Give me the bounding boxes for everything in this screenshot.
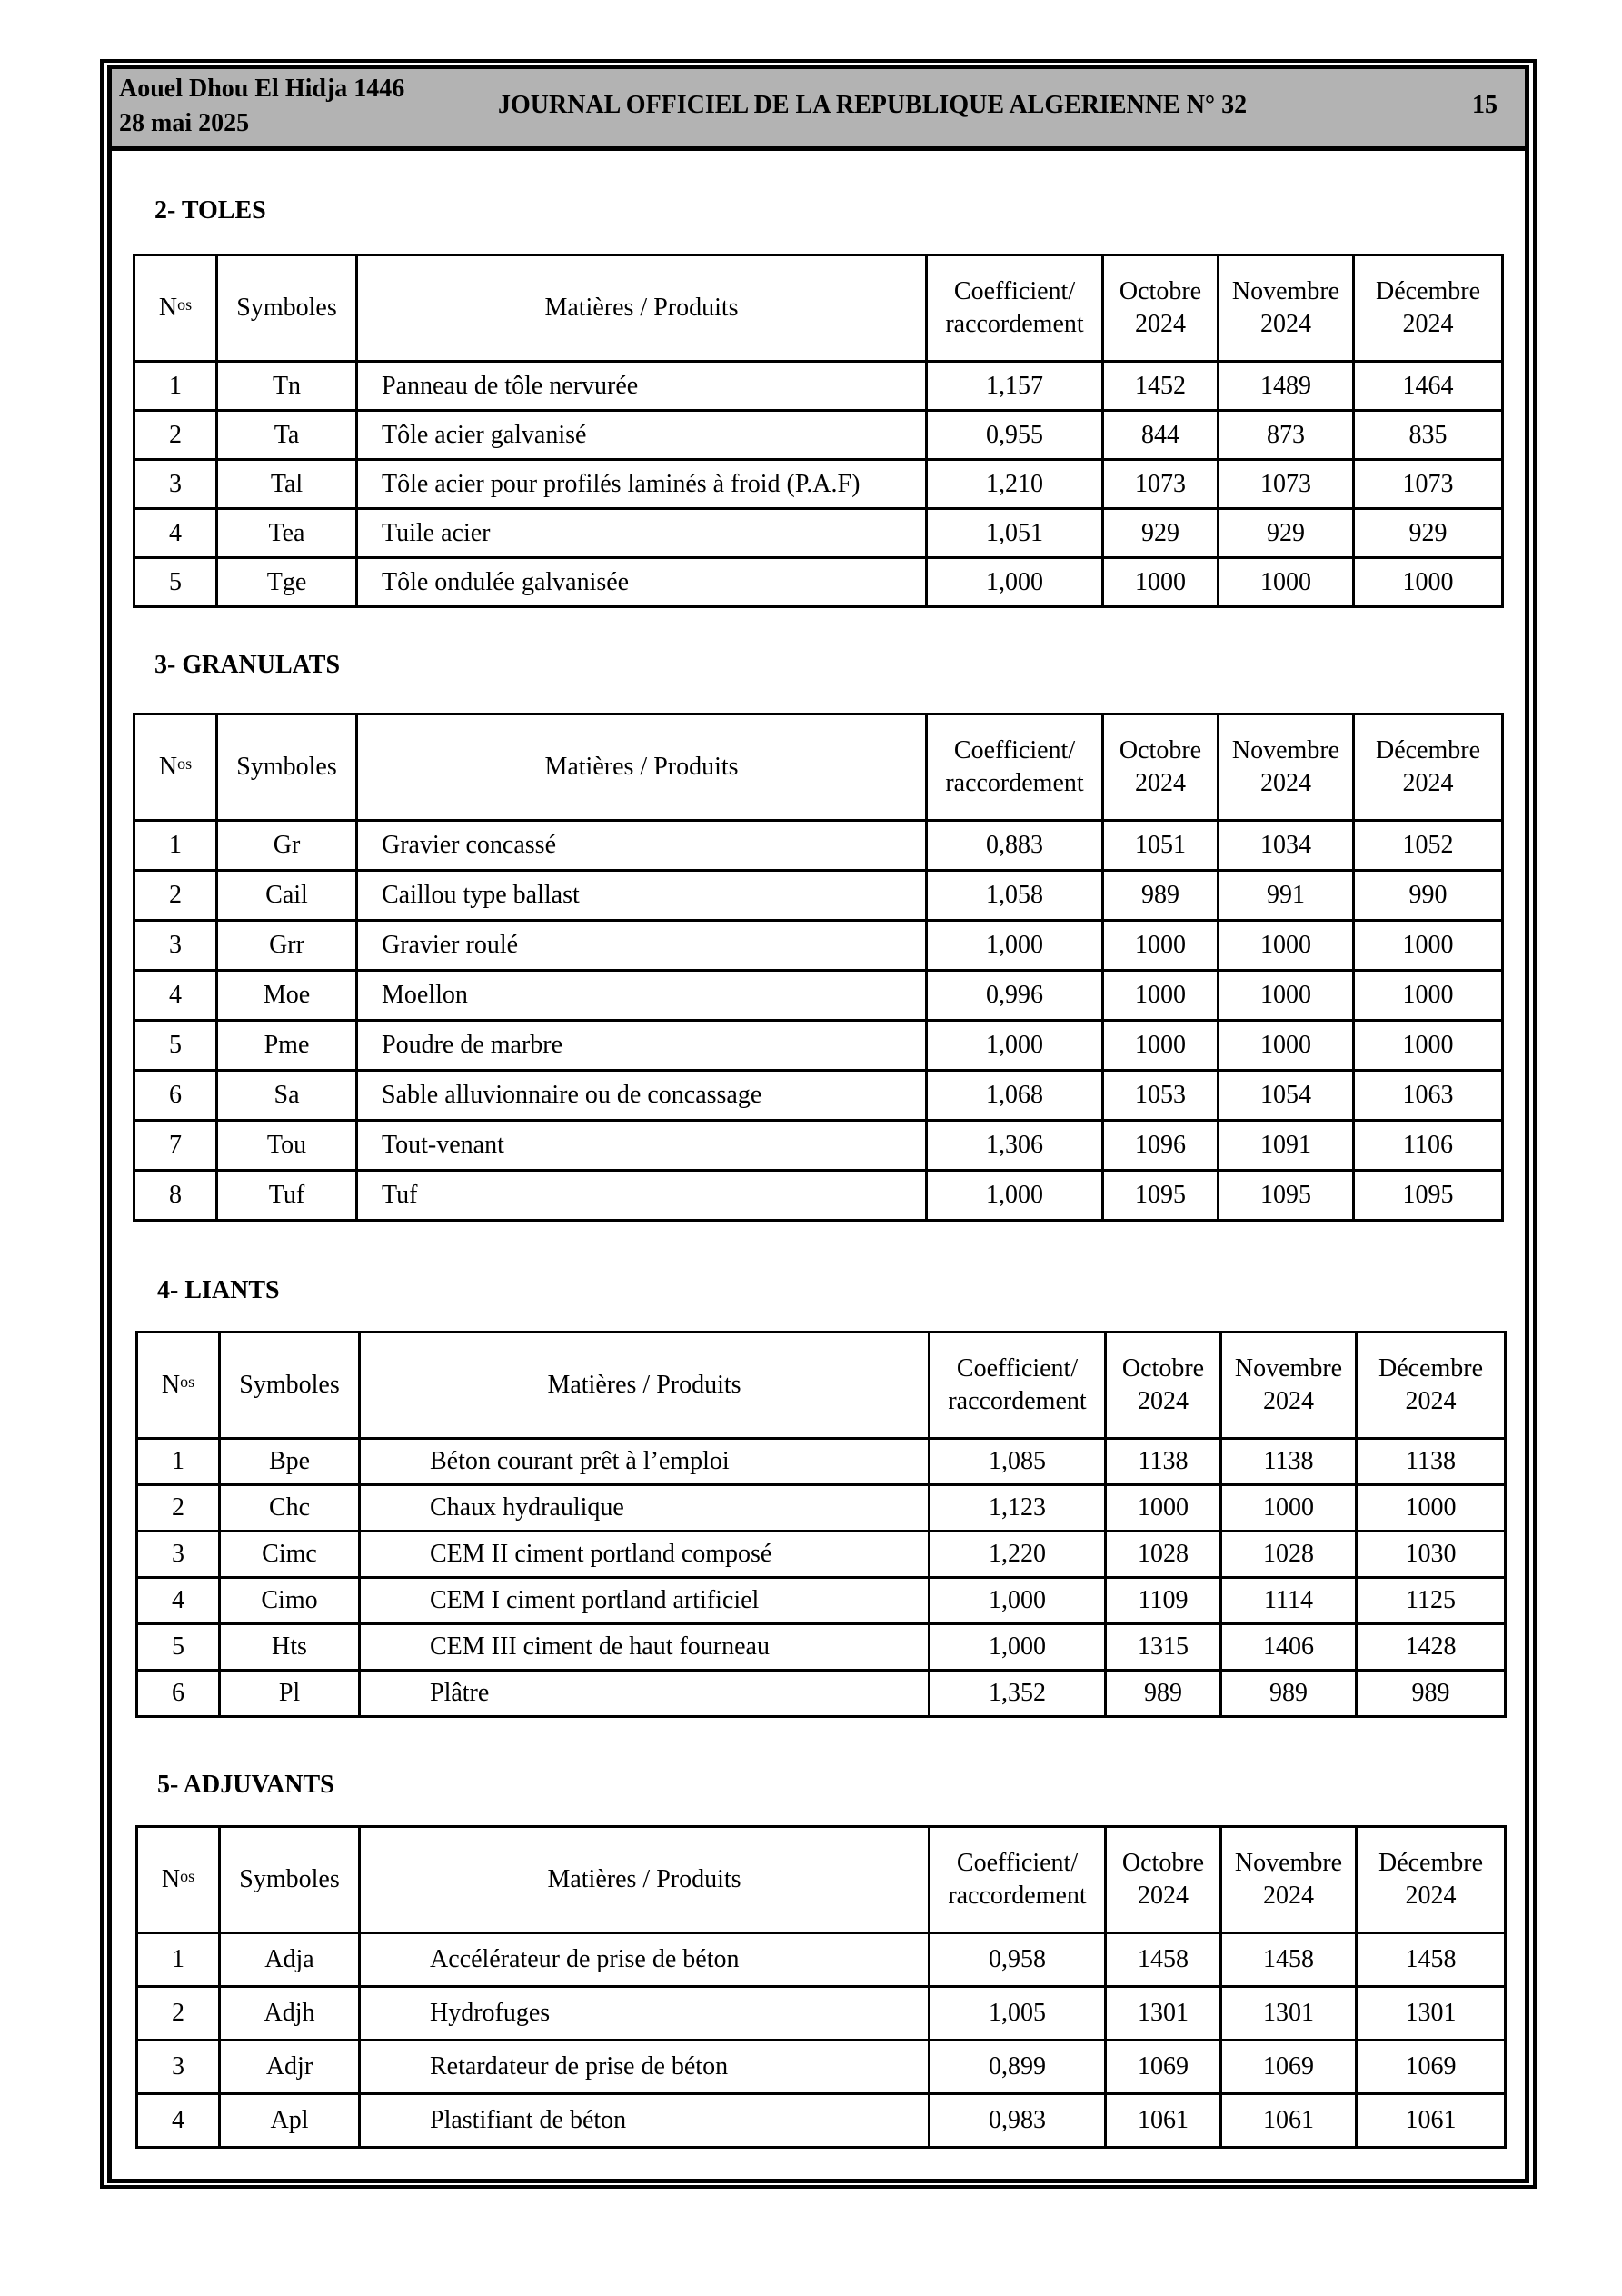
row-octobre-2024: 1138 [1106, 1439, 1221, 1485]
col-header-novembre [1221, 1827, 1357, 1933]
row-novembre-2024: 1054 [1219, 1071, 1354, 1121]
table-header-row [134, 255, 1503, 362]
row-product: Tuf [357, 1171, 927, 1221]
col-header-nov-month: Novembre [1231, 277, 1340, 305]
col-header-nos-label: N [161, 1865, 181, 1893]
row-coefficient: 1,000 [927, 1021, 1103, 1071]
row-decembre-2024: 1000 [1354, 921, 1503, 971]
row-product: Plâtre [360, 1671, 930, 1717]
row-octobre-2024: 1458 [1106, 1933, 1221, 1987]
col-header-nov-month: Novembre [1234, 1354, 1343, 1383]
col-header-coefficient [927, 255, 1103, 362]
col-header-nos-sup: os [177, 754, 193, 773]
row-symbol: Tou [217, 1121, 357, 1171]
col-header-coef-line2: raccordement [948, 1387, 1087, 1415]
col-header-coef-line1: Coefficient/ [956, 1354, 1079, 1383]
row-octobre-2024: 1000 [1106, 1485, 1221, 1532]
row-symbol: Cimo [220, 1578, 360, 1624]
col-header-nos-label: N [158, 294, 178, 322]
table-row [134, 411, 1503, 460]
row-decembre-2024: 1125 [1357, 1578, 1506, 1624]
row-product: CEM III ciment de haut fourneau [360, 1624, 930, 1671]
table-adjuvants [135, 1825, 1507, 2149]
row-decembre-2024: 1000 [1357, 1485, 1506, 1532]
row-decembre-2024: 1000 [1354, 971, 1503, 1021]
col-header-oct-year: 2024 [1135, 769, 1186, 797]
col-header-dec-year: 2024 [1402, 769, 1454, 797]
col-header-novembre [1221, 1333, 1357, 1439]
col-header-oct-year: 2024 [1135, 310, 1186, 338]
row-coefficient: 0,955 [927, 411, 1103, 460]
table-row [134, 921, 1503, 971]
header-page-number: 15 [1472, 91, 1498, 119]
row-decembre-2024: 989 [1357, 1671, 1506, 1717]
row-number: 5 [134, 1021, 217, 1071]
col-header-coef-line1: Coefficient/ [953, 736, 1076, 764]
row-symbol: Apl [220, 2094, 360, 2148]
col-header-nos-sup: os [177, 295, 193, 314]
section-title-liants: 4- LIANTS [157, 1276, 280, 1304]
table-row [137, 1439, 1506, 1485]
table-row [134, 1071, 1503, 1121]
table-row [134, 1121, 1503, 1171]
row-coefficient: 0,958 [930, 1933, 1106, 1987]
row-coefficient: 0,996 [927, 971, 1103, 1021]
row-decembre-2024: 1428 [1357, 1624, 1506, 1671]
col-header-dec-year: 2024 [1402, 310, 1454, 338]
row-symbol: Gr [217, 821, 357, 871]
row-decembre-2024: 835 [1354, 411, 1503, 460]
row-octobre-2024: 1028 [1106, 1532, 1221, 1578]
row-coefficient: 1,220 [930, 1532, 1106, 1578]
col-header-oct-year: 2024 [1138, 1387, 1189, 1415]
table-row [134, 1021, 1503, 1071]
col-header-nos-sup: os [180, 1373, 195, 1391]
row-novembre-2024: 1000 [1219, 558, 1354, 607]
col-header-nov-month: Novembre [1231, 736, 1340, 764]
row-product: Retardateur de prise de béton [360, 2041, 930, 2094]
row-octobre-2024: 1069 [1106, 2041, 1221, 2094]
row-symbol: Tuf [217, 1171, 357, 1221]
row-coefficient: 1,005 [930, 1987, 1106, 2041]
col-header-octobre [1103, 714, 1219, 821]
table-row [137, 1485, 1506, 1532]
col-header-coef-line2: raccordement [945, 310, 1084, 338]
col-header-coef-line1: Coefficient/ [953, 277, 1076, 305]
col-header-nov-year: 2024 [1263, 1387, 1314, 1415]
row-octobre-2024: 1301 [1106, 1987, 1221, 2041]
row-product: Caillou type ballast [357, 871, 927, 921]
col-header-coefficient [930, 1333, 1106, 1439]
row-product: Tuile acier [357, 509, 927, 558]
row-octobre-2024: 1000 [1103, 921, 1219, 971]
table-row [134, 971, 1503, 1021]
row-number: 2 [134, 871, 217, 921]
row-number: 8 [134, 1171, 217, 1221]
row-product: Tout-venant [357, 1121, 927, 1171]
row-novembre-2024: 989 [1221, 1671, 1357, 1717]
table-row [137, 2041, 1506, 2094]
col-header-decembre [1357, 1827, 1506, 1933]
table-row [137, 1671, 1506, 1717]
row-novembre-2024: 1073 [1219, 460, 1354, 509]
row-decembre-2024: 1301 [1357, 1987, 1506, 2041]
table-header-row [137, 1827, 1506, 1933]
row-decembre-2024: 1458 [1357, 1933, 1506, 1987]
row-coefficient: 0,883 [927, 821, 1103, 871]
row-number: 4 [137, 2094, 220, 2148]
col-header-coef-line1: Coefficient/ [956, 1849, 1079, 1877]
col-header-dec-month: Décembre [1375, 277, 1481, 305]
row-decembre-2024: 1073 [1354, 460, 1503, 509]
row-number: 7 [134, 1121, 217, 1171]
row-decembre-2024: 1069 [1357, 2041, 1506, 2094]
row-product: Tôle ondulée galvanisée [357, 558, 927, 607]
row-coefficient: 1,352 [930, 1671, 1106, 1717]
table-header-row [134, 714, 1503, 821]
col-header-novembre [1219, 255, 1354, 362]
row-octobre-2024: 1095 [1103, 1171, 1219, 1221]
table-row [134, 821, 1503, 871]
row-product: CEM I ciment portland artificiel [360, 1578, 930, 1624]
row-coefficient: 1,068 [927, 1071, 1103, 1121]
col-header-oct-month: Octobre [1121, 1849, 1205, 1877]
row-number: 2 [137, 1485, 220, 1532]
table-row [134, 509, 1503, 558]
row-product: Tôle acier galvanisé [357, 411, 927, 460]
col-header-nos [134, 714, 217, 821]
row-number: 2 [137, 1987, 220, 2041]
row-octobre-2024: 1053 [1103, 1071, 1219, 1121]
row-coefficient: 0,983 [930, 2094, 1106, 2148]
col-header-oct-year: 2024 [1138, 1882, 1189, 1910]
row-product: CEM II ciment portland composé [360, 1532, 930, 1578]
col-header-nov-year: 2024 [1260, 769, 1311, 797]
col-header-matieres: Matières / Produits [357, 255, 927, 362]
col-header-coefficient [927, 714, 1103, 821]
col-header-dec-year: 2024 [1405, 1882, 1457, 1910]
col-header-coefficient [930, 1827, 1106, 1933]
col-header-oct-month: Octobre [1121, 1354, 1205, 1383]
row-symbol: Tea [217, 509, 357, 558]
row-decembre-2024: 1095 [1354, 1171, 1503, 1221]
row-decembre-2024: 1061 [1357, 2094, 1506, 2148]
col-header-symboles: Symboles [220, 1333, 360, 1439]
row-octobre-2024: 844 [1103, 411, 1219, 460]
row-decembre-2024: 990 [1354, 871, 1503, 921]
col-header-octobre [1106, 1333, 1221, 1439]
row-octobre-2024: 1109 [1106, 1578, 1221, 1624]
col-header-nov-year: 2024 [1263, 1882, 1314, 1910]
col-header-nov-month: Novembre [1234, 1849, 1343, 1877]
row-decembre-2024: 929 [1354, 509, 1503, 558]
row-decembre-2024: 1052 [1354, 821, 1503, 871]
col-header-octobre [1106, 1827, 1221, 1933]
row-product: Panneau de tôle nervurée [357, 362, 927, 411]
row-decembre-2024: 1030 [1357, 1532, 1506, 1578]
row-coefficient: 1,000 [927, 921, 1103, 971]
journal-header [112, 69, 1525, 151]
col-header-coef-line2: raccordement [948, 1882, 1087, 1910]
row-symbol: Ta [217, 411, 357, 460]
row-symbol: Bpe [220, 1439, 360, 1485]
row-product: Tôle acier pour profilés laminés à froid (P.A.F) [357, 460, 927, 509]
table-toles [133, 254, 1504, 608]
row-number: 1 [137, 1439, 220, 1485]
row-symbol: Cail [217, 871, 357, 921]
row-novembre-2024: 873 [1219, 411, 1354, 460]
col-header-nos [137, 1333, 220, 1439]
row-novembre-2024: 1000 [1219, 971, 1354, 1021]
row-octobre-2024: 1315 [1106, 1624, 1221, 1671]
row-novembre-2024: 1114 [1221, 1578, 1357, 1624]
row-product: Gravier roulé [357, 921, 927, 971]
col-header-octobre [1103, 255, 1219, 362]
col-header-nos-label: N [161, 1371, 181, 1399]
col-header-oct-month: Octobre [1119, 736, 1202, 764]
row-product: Poudre de marbre [357, 1021, 927, 1071]
row-coefficient: 1,058 [927, 871, 1103, 921]
col-header-decembre [1357, 1333, 1506, 1439]
col-header-symboles: Symboles [220, 1827, 360, 1933]
row-novembre-2024: 991 [1219, 871, 1354, 921]
row-novembre-2024: 1301 [1221, 1987, 1357, 2041]
row-symbol: Sa [217, 1071, 357, 1121]
row-novembre-2024: 1138 [1221, 1439, 1357, 1485]
col-header-matieres: Matières / Produits [360, 1333, 930, 1439]
row-decembre-2024: 1000 [1354, 558, 1503, 607]
col-header-matieres: Matières / Produits [357, 714, 927, 821]
row-decembre-2024: 1464 [1354, 362, 1503, 411]
table-row [137, 2094, 1506, 2148]
row-number: 3 [137, 2041, 220, 2094]
section-title-granulats: 3- GRANULATS [154, 651, 341, 679]
row-decembre-2024: 1106 [1354, 1121, 1503, 1171]
row-novembre-2024: 1095 [1219, 1171, 1354, 1221]
row-novembre-2024: 1061 [1221, 2094, 1357, 2148]
table-row [134, 460, 1503, 509]
row-octobre-2024: 1452 [1103, 362, 1219, 411]
row-novembre-2024: 1034 [1219, 821, 1354, 871]
row-octobre-2024: 1000 [1103, 1021, 1219, 1071]
row-symbol: Tge [217, 558, 357, 607]
row-coefficient: 1,000 [927, 558, 1103, 607]
row-decembre-2024: 1063 [1354, 1071, 1503, 1121]
row-coefficient: 1,157 [927, 362, 1103, 411]
row-number: 1 [137, 1933, 220, 1987]
row-octobre-2024: 1000 [1103, 558, 1219, 607]
row-coefficient: 1,000 [930, 1578, 1106, 1624]
row-product: Chaux hydraulique [360, 1485, 930, 1532]
row-coefficient: 1,123 [930, 1485, 1106, 1532]
row-coefficient: 1,000 [930, 1624, 1106, 1671]
row-novembre-2024: 1406 [1221, 1624, 1357, 1671]
row-symbol: Grr [217, 921, 357, 971]
header-gregorian-date: 28 mai 2025 [119, 109, 250, 137]
table-liants [135, 1331, 1507, 1718]
col-header-symboles: Symboles [217, 255, 357, 362]
col-header-coef-line2: raccordement [945, 769, 1084, 797]
col-header-decembre [1354, 714, 1503, 821]
col-header-oct-month: Octobre [1119, 277, 1202, 305]
col-header-decembre [1354, 255, 1503, 362]
row-novembre-2024: 1000 [1219, 1021, 1354, 1071]
row-product: Sable alluvionnaire ou de concassage [357, 1071, 927, 1121]
col-header-dec-month: Décembre [1378, 1354, 1484, 1383]
row-number: 1 [134, 362, 217, 411]
table-row [137, 1624, 1506, 1671]
row-number: 3 [134, 921, 217, 971]
row-coefficient: 1,210 [927, 460, 1103, 509]
row-novembre-2024: 1091 [1219, 1121, 1354, 1171]
row-number: 3 [134, 460, 217, 509]
row-coefficient: 1,306 [927, 1121, 1103, 1171]
row-octobre-2024: 1000 [1103, 971, 1219, 1021]
col-header-dec-year: 2024 [1405, 1387, 1457, 1415]
row-number: 6 [137, 1671, 220, 1717]
col-header-nos-label: N [158, 753, 178, 781]
row-coefficient: 1,000 [927, 1171, 1103, 1221]
header-journal-title: JOURNAL OFFICIEL DE LA REPUBLIQUE ALGERIENNE N° 32 [498, 91, 1248, 119]
row-octobre-2024: 1051 [1103, 821, 1219, 871]
col-header-novembre [1219, 714, 1354, 821]
table-row [137, 1578, 1506, 1624]
table-row [134, 558, 1503, 607]
row-coefficient: 0,899 [930, 2041, 1106, 2094]
row-decembre-2024: 1000 [1354, 1021, 1503, 1071]
row-symbol: Chc [220, 1485, 360, 1532]
row-symbol: Cimc [220, 1532, 360, 1578]
row-product: Gravier concassé [357, 821, 927, 871]
row-coefficient: 1,085 [930, 1439, 1106, 1485]
row-number: 5 [134, 558, 217, 607]
table-row [134, 1171, 1503, 1221]
row-octobre-2024: 1061 [1106, 2094, 1221, 2148]
col-header-nov-year: 2024 [1260, 310, 1311, 338]
row-product: Béton courant prêt à l’emploi [360, 1439, 930, 1485]
col-header-matieres: Matières / Produits [360, 1827, 930, 1933]
row-symbol: Adjh [220, 1987, 360, 2041]
table-row [134, 362, 1503, 411]
section-title-adjuvants: 5- ADJUVANTS [157, 1771, 334, 1799]
row-novembre-2024: 929 [1219, 509, 1354, 558]
header-hijri-date: Aouel Dhou El Hidja 1446 [119, 75, 405, 103]
row-number: 6 [134, 1071, 217, 1121]
row-number: 4 [134, 509, 217, 558]
table-granulats [133, 713, 1504, 1222]
row-number: 1 [134, 821, 217, 871]
row-novembre-2024: 1000 [1221, 1485, 1357, 1532]
table-header-row [137, 1333, 1506, 1439]
col-header-dec-month: Décembre [1378, 1849, 1484, 1877]
row-octobre-2024: 929 [1103, 509, 1219, 558]
col-header-nos-sup: os [180, 1867, 195, 1885]
col-header-nos [134, 255, 217, 362]
row-symbol: Tn [217, 362, 357, 411]
row-symbol: Adja [220, 1933, 360, 1987]
row-number: 4 [137, 1578, 220, 1624]
table-row [137, 1933, 1506, 1987]
section-title-toles: 2- TOLES [154, 196, 266, 225]
row-product: Moellon [357, 971, 927, 1021]
row-octobre-2024: 989 [1106, 1671, 1221, 1717]
table-row [137, 1532, 1506, 1578]
row-octobre-2024: 1073 [1103, 460, 1219, 509]
row-number: 4 [134, 971, 217, 1021]
row-symbol: Pl [220, 1671, 360, 1717]
row-decembre-2024: 1138 [1357, 1439, 1506, 1485]
table-row [137, 1987, 1506, 2041]
row-symbol: Pme [217, 1021, 357, 1071]
row-symbol: Moe [217, 971, 357, 1021]
row-symbol: Adjr [220, 2041, 360, 2094]
col-header-nos [137, 1827, 220, 1933]
row-coefficient: 1,051 [927, 509, 1103, 558]
row-novembre-2024: 1069 [1221, 2041, 1357, 2094]
row-novembre-2024: 1458 [1221, 1933, 1357, 1987]
table-row [134, 871, 1503, 921]
row-novembre-2024: 1000 [1219, 921, 1354, 971]
row-symbol: Tal [217, 460, 357, 509]
row-number: 2 [134, 411, 217, 460]
row-product: Plastifiant de béton [360, 2094, 930, 2148]
row-octobre-2024: 989 [1103, 871, 1219, 921]
row-product: Accélérateur de prise de béton [360, 1933, 930, 1987]
row-number: 3 [137, 1532, 220, 1578]
col-header-symboles: Symboles [217, 714, 357, 821]
row-octobre-2024: 1096 [1103, 1121, 1219, 1171]
row-novembre-2024: 1489 [1219, 362, 1354, 411]
row-symbol: Hts [220, 1624, 360, 1671]
row-novembre-2024: 1028 [1221, 1532, 1357, 1578]
row-number: 5 [137, 1624, 220, 1671]
col-header-dec-month: Décembre [1375, 736, 1481, 764]
row-product: Hydrofuges [360, 1987, 930, 2041]
